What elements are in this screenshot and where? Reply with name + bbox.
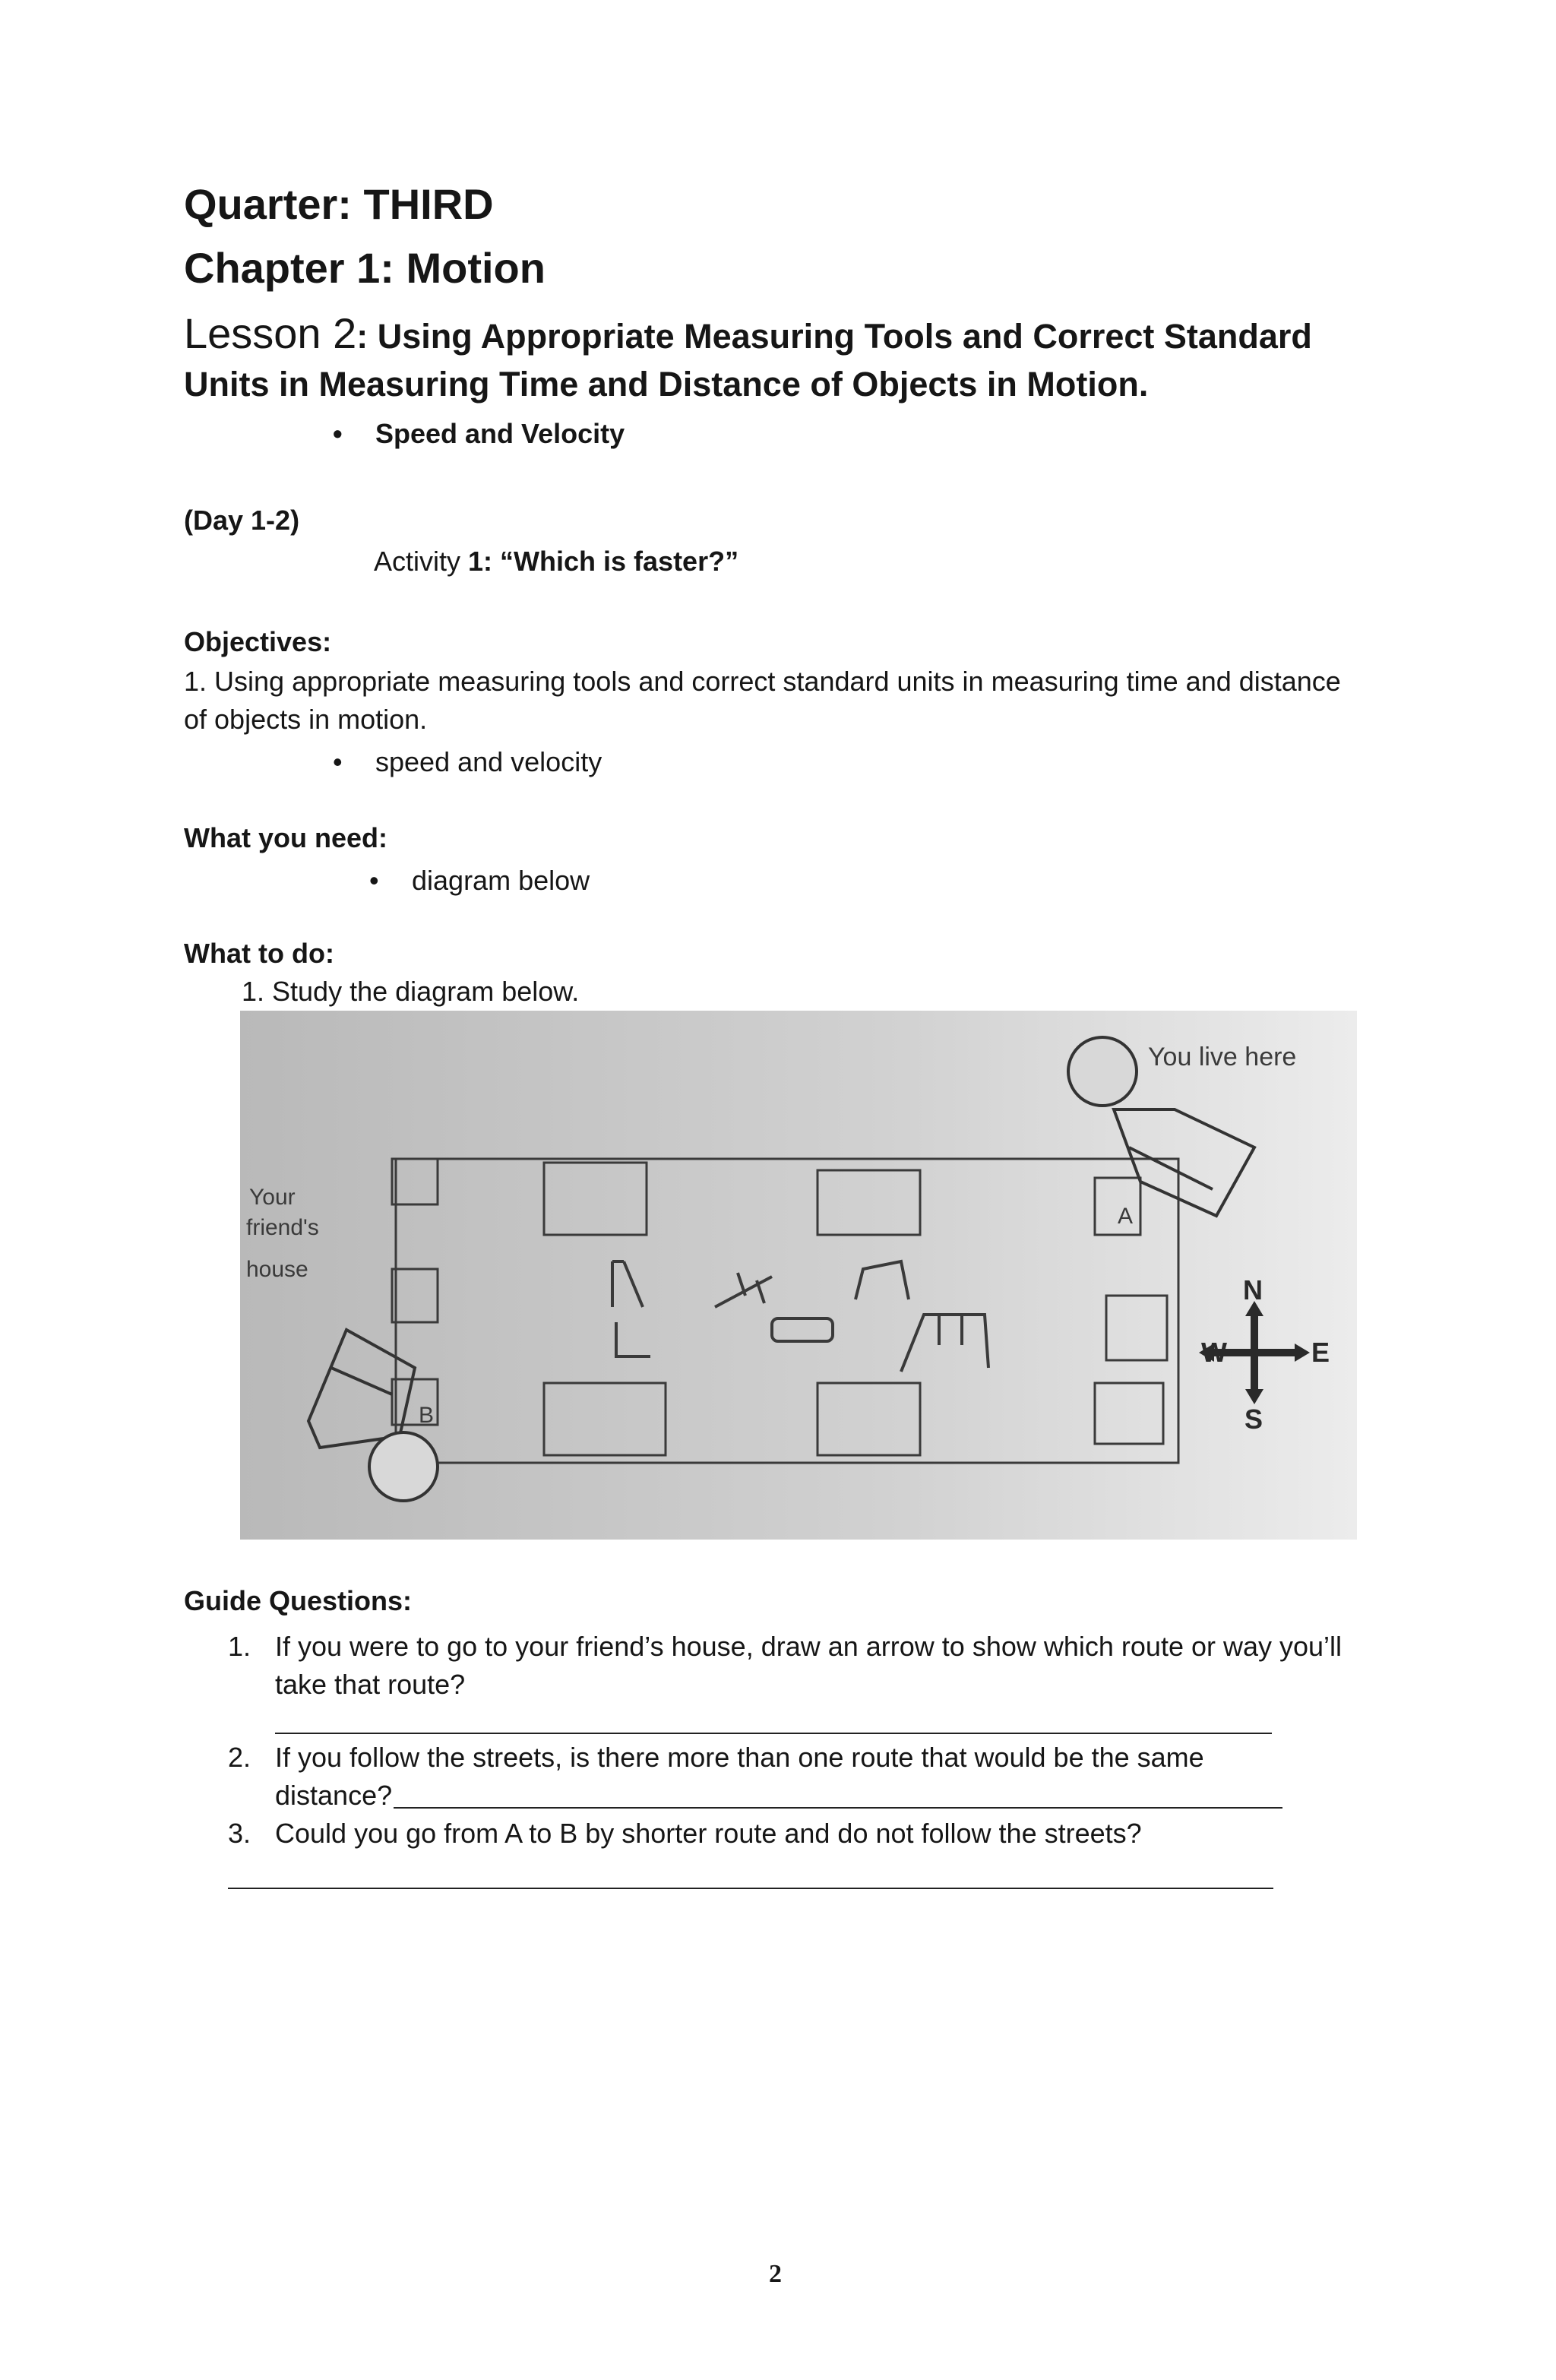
q1-answer-line[interactable]: [275, 1733, 1272, 1734]
topic-bullet: • Speed and Velocity: [375, 418, 625, 450]
point-b-label: B: [419, 1403, 435, 1428]
q1-line2: take that route?: [275, 1669, 466, 1700]
needs-heading: What you need:: [184, 822, 387, 853]
neighborhood-map-diagram: [240, 1011, 1357, 1540]
objective-line2: of objects in motion.: [184, 704, 428, 735]
chapter-heading: Chapter 1: Motion: [184, 244, 546, 292]
compass-east: E: [1311, 1337, 1330, 1368]
compass-north: N: [1243, 1274, 1263, 1306]
girl-face-icon: [369, 1432, 438, 1501]
lesson-title: : Using Appropriate Measuring Tools and Correct Standard: [356, 317, 1312, 356]
q2-answer-line[interactable]: [394, 1807, 1282, 1809]
lesson-heading: [184, 309, 1312, 358]
q3-answer-line[interactable]: [228, 1888, 1273, 1889]
needs-item: • diagram below: [412, 865, 590, 897]
activity-prefix: Activity: [374, 546, 469, 577]
compass-south: S: [1244, 1404, 1263, 1435]
friend-house-label-3: house: [246, 1257, 308, 1282]
friend-house-label-2: friend's: [246, 1215, 319, 1240]
todo-step1: 1. Study the diagram below.: [242, 976, 580, 1007]
friend-house-label-1: Your: [249, 1185, 296, 1210]
compass-west: W: [1201, 1337, 1227, 1368]
girl-face-icon: [1068, 1037, 1137, 1106]
lesson-number: Lesson 2: [184, 309, 357, 357]
objective-bullet: • speed and velocity: [375, 746, 602, 778]
quarter-heading: Quarter: THIRD: [184, 180, 494, 228]
q2-number: 2.: [228, 1742, 251, 1773]
q2-line1: If you follow the streets, is there more than one route that would be the same: [275, 1742, 1204, 1773]
guide-heading: Guide Questions:: [184, 1585, 413, 1616]
todo-heading: What to do:: [184, 938, 334, 969]
page-number: 2: [769, 2260, 782, 2288]
q3-number: 3.: [228, 1818, 251, 1849]
day-label: (Day 1-2): [184, 505, 300, 536]
lesson-title-line2: Units in Measuring Time and Distance of Objects in Motion.: [184, 365, 1149, 404]
q1-number: 1.: [228, 1631, 251, 1662]
q2-line2: distance?: [275, 1780, 393, 1811]
objective-line1: 1. Using appropriate measuring tools and correct standard units in measuring time and distance: [184, 666, 1341, 697]
q3-line1: Could you go from A to B by shorter route and do not follow the streets?: [275, 1818, 1142, 1849]
activity-name: 1: “Which is faster?”: [468, 546, 739, 577]
point-a-label: A: [1118, 1204, 1134, 1229]
objectives-heading: Objectives:: [184, 626, 332, 657]
q1-line1: If you were to go to your friend’s house, draw an arrow to show which route or way you’ll: [275, 1631, 1343, 1662]
you-live-here-label: You live here: [1148, 1043, 1297, 1071]
activity-title: [374, 546, 738, 578]
